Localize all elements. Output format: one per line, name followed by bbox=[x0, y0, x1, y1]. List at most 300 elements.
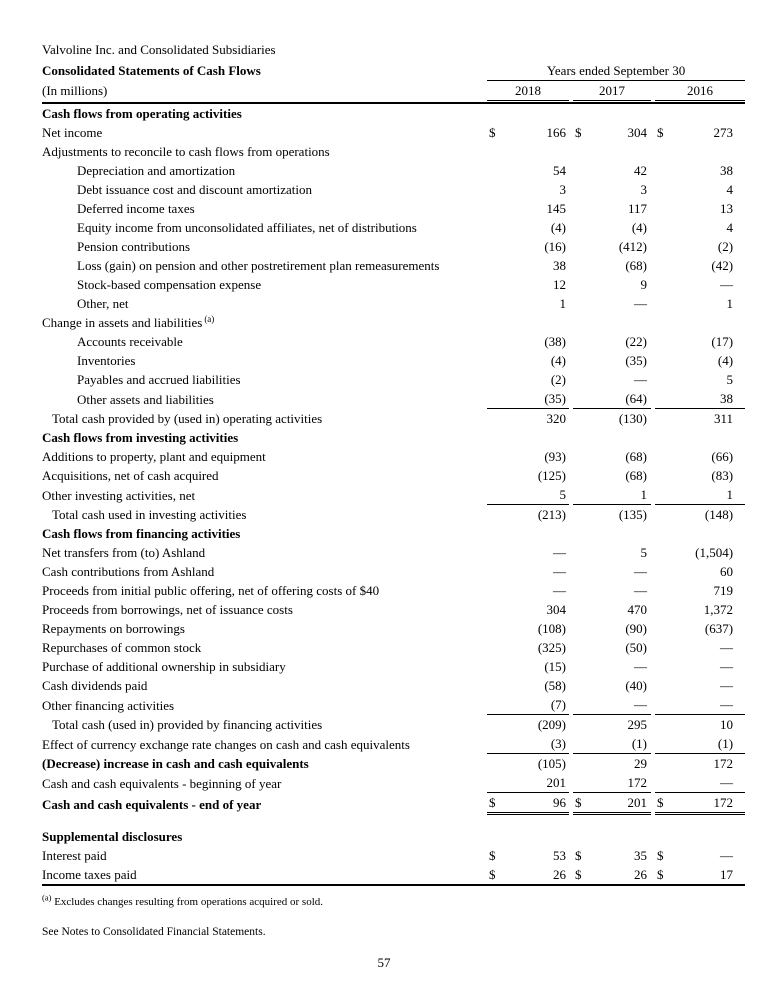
dollar-sign-2016 bbox=[655, 485, 671, 505]
row-label: Deferred income taxes bbox=[77, 201, 195, 216]
dollar-sign-2018 bbox=[487, 734, 503, 754]
value-2016: — bbox=[720, 277, 734, 292]
value-2017: (130) bbox=[618, 411, 647, 426]
dollar-sign-2018 bbox=[487, 313, 503, 332]
value-2017: (40) bbox=[625, 678, 647, 693]
value-2018: (15) bbox=[544, 659, 566, 674]
footnote-text: Excludes changes resulting from operations acquired or sold. bbox=[54, 895, 323, 908]
bottom-rule bbox=[42, 885, 745, 888]
value-2018: (58) bbox=[544, 678, 566, 693]
value-2018: 5 bbox=[503, 485, 569, 505]
page-number: 57 bbox=[377, 955, 391, 970]
dollar-sign-2016: $ bbox=[655, 793, 671, 814]
dollar-sign-2016 bbox=[655, 180, 671, 199]
period-header: Years ended September 30 bbox=[487, 60, 745, 80]
row-label: Total cash (used in) provided by financing activities bbox=[52, 717, 323, 732]
value-2017: 201 bbox=[589, 793, 651, 814]
dollar-sign-2018 bbox=[487, 543, 503, 562]
table-header-row bbox=[42, 60, 745, 80]
table-row bbox=[42, 638, 745, 657]
value-2017: (68) bbox=[625, 468, 647, 483]
value-2017: 9 bbox=[640, 277, 647, 292]
table-row bbox=[42, 846, 745, 865]
dollar-sign-2017 bbox=[573, 505, 589, 525]
dollar-sign-2017 bbox=[573, 600, 589, 619]
value-2017: — bbox=[634, 296, 647, 311]
dollar-sign-2017 bbox=[573, 543, 589, 562]
value-2017: 304 bbox=[627, 125, 647, 140]
dollar-sign-2017 bbox=[573, 294, 589, 313]
dollar-sign-2017 bbox=[573, 657, 589, 676]
dollar-sign-2017: $ bbox=[575, 125, 582, 140]
dollar-sign-2017 bbox=[573, 814, 589, 846]
value-2018: 145 bbox=[546, 201, 566, 216]
footnote bbox=[42, 891, 745, 910]
dollar-sign-2018: $ bbox=[489, 866, 496, 882]
dollar-sign-2016 bbox=[655, 161, 671, 180]
table-row bbox=[42, 657, 745, 676]
value-2016: 1,372 bbox=[703, 602, 734, 617]
dollar-sign-2016 bbox=[655, 294, 671, 313]
value-2018: (4) bbox=[550, 220, 566, 235]
value-2016: — bbox=[720, 678, 734, 693]
value-2016: 719 bbox=[713, 583, 734, 598]
table-row bbox=[42, 180, 745, 199]
table-row bbox=[42, 409, 745, 429]
value-2016 bbox=[671, 428, 745, 447]
row-label: Proceeds from borrowings, net of issuance costs bbox=[42, 602, 293, 617]
dollar-sign-2017 bbox=[573, 180, 589, 199]
value-2016 bbox=[671, 524, 745, 543]
value-2017: 42 bbox=[634, 163, 647, 178]
dollar-sign-2017 bbox=[573, 638, 589, 657]
value-2016: — bbox=[720, 640, 734, 655]
value-2018: (4) bbox=[550, 353, 566, 368]
footnote-ref: (a) bbox=[204, 313, 215, 324]
value-2016 bbox=[671, 142, 745, 161]
value-2017: (1) bbox=[589, 734, 651, 754]
value-2018: — bbox=[553, 583, 566, 598]
table-row bbox=[42, 734, 745, 754]
dollar-sign-2017 bbox=[573, 237, 589, 256]
table-row bbox=[42, 294, 745, 313]
dollar-sign-2016 bbox=[655, 389, 671, 409]
table-row bbox=[42, 600, 745, 619]
row-label: Proceeds from initial public offering, net of offering costs of $40 bbox=[42, 583, 380, 598]
table-row bbox=[42, 865, 745, 885]
value-2016: (17) bbox=[711, 334, 734, 349]
row-label: Payables and accrued liabilities bbox=[77, 372, 241, 387]
value-2018: 3 bbox=[559, 182, 566, 197]
value-2018: 304 bbox=[546, 602, 566, 617]
value-2016: 311 bbox=[714, 411, 734, 426]
value-2017: (22) bbox=[625, 334, 647, 349]
dollar-sign-2017 bbox=[573, 581, 589, 600]
dollar-sign-2018 bbox=[487, 485, 503, 505]
footnote-marker: (a) bbox=[42, 891, 52, 902]
value-2017: (135) bbox=[618, 507, 647, 522]
dollar-sign-2016 bbox=[655, 754, 671, 774]
value-2018 bbox=[503, 313, 569, 332]
dollar-sign-2018 bbox=[487, 814, 503, 846]
table-row bbox=[42, 256, 745, 275]
value-2018: 166 bbox=[546, 125, 566, 140]
dollar-sign-2018 bbox=[487, 409, 503, 429]
row-label: Inventories bbox=[77, 353, 136, 368]
value-2018: 201 bbox=[503, 773, 569, 793]
value-2018 bbox=[503, 142, 569, 161]
row-label: Equity income from unconsolidated affiliates, net of distributions bbox=[77, 220, 417, 235]
dollar-sign-2018 bbox=[487, 447, 503, 466]
dollar-sign-2016 bbox=[655, 370, 671, 389]
value-2018: (213) bbox=[537, 507, 566, 522]
dollar-sign-2018 bbox=[487, 466, 503, 485]
dollar-sign-2018 bbox=[487, 428, 503, 447]
table-row bbox=[42, 773, 745, 793]
row-label: Other investing activities, net bbox=[42, 487, 196, 503]
dollar-sign-2018 bbox=[487, 638, 503, 657]
dollar-sign-2016 bbox=[655, 351, 671, 370]
value-2017 bbox=[589, 142, 651, 161]
value-2017: (68) bbox=[625, 258, 647, 273]
value-2016: — bbox=[720, 847, 734, 863]
row-label: Loss (gain) on pension and other postretirement plan remeasurements bbox=[77, 258, 440, 273]
row-label: Accounts receivable bbox=[77, 334, 183, 349]
dollar-sign-2017 bbox=[573, 676, 589, 695]
value-2016: 172 bbox=[671, 793, 745, 814]
dollar-sign-2017 bbox=[573, 695, 589, 715]
value-2017: 35 bbox=[634, 847, 647, 863]
value-2018: — bbox=[553, 545, 566, 560]
dollar-sign-2017 bbox=[573, 161, 589, 180]
table-body bbox=[42, 103, 745, 885]
dollar-sign-2017 bbox=[573, 103, 589, 123]
table-row bbox=[42, 351, 745, 370]
dollar-sign-2016 bbox=[655, 676, 671, 695]
value-2018: (93) bbox=[544, 449, 566, 464]
dollar-sign-2016 bbox=[655, 581, 671, 600]
dollar-sign-2017 bbox=[573, 466, 589, 485]
value-2017: 3 bbox=[640, 182, 647, 197]
row-label: Effect of currency exchange rate changes on cash and cash equivalents bbox=[42, 736, 410, 752]
dollar-sign-2017 bbox=[573, 142, 589, 161]
dollar-sign-2017 bbox=[573, 199, 589, 218]
value-2016: 38 bbox=[720, 163, 734, 178]
value-2016: (1) bbox=[671, 734, 745, 754]
year-column-2016: 2016 bbox=[655, 80, 745, 100]
value-2016: (66) bbox=[711, 449, 734, 464]
dollar-sign-2016 bbox=[655, 237, 671, 256]
row-label: Net transfers from (to) Ashland bbox=[42, 545, 206, 560]
value-2017: 26 bbox=[634, 866, 647, 882]
value-2017 bbox=[589, 103, 651, 123]
value-2016: (4) bbox=[717, 353, 734, 368]
row-label: Repayments on borrowings bbox=[42, 621, 185, 636]
dollar-sign-2016 bbox=[655, 543, 671, 562]
table-row bbox=[42, 814, 745, 846]
statement-content bbox=[42, 40, 745, 940]
table-row bbox=[42, 313, 745, 332]
dollar-sign-2017 bbox=[573, 619, 589, 638]
dollar-sign-2018 bbox=[487, 237, 503, 256]
dollar-sign-2018 bbox=[487, 524, 503, 543]
table-row bbox=[42, 754, 745, 774]
dollar-sign-2018 bbox=[487, 370, 503, 389]
value-2017: 117 bbox=[627, 201, 647, 216]
dollar-sign-2018 bbox=[487, 754, 503, 774]
dollar-sign-2018 bbox=[487, 505, 503, 525]
value-2018: (35) bbox=[503, 389, 569, 409]
table-row bbox=[42, 218, 745, 237]
table-row bbox=[42, 543, 745, 562]
value-2016: 60 bbox=[720, 564, 734, 579]
dollar-sign-2018 bbox=[487, 275, 503, 294]
value-2016 bbox=[671, 103, 745, 123]
dollar-sign-2018 bbox=[487, 773, 503, 793]
row-label: Stock-based compensation expense bbox=[77, 277, 262, 292]
value-2017: 295 bbox=[627, 717, 647, 732]
dollar-sign-2018 bbox=[487, 256, 503, 275]
dollar-sign-2017 bbox=[573, 256, 589, 275]
row-label: Other financing activities bbox=[42, 697, 175, 713]
dollar-sign-2018 bbox=[487, 199, 503, 218]
dollar-sign-2016 bbox=[655, 657, 671, 676]
see-notes-line: See Notes to Consolidated Financial Statements. bbox=[42, 925, 266, 938]
row-label: Cash flows from operating activities bbox=[42, 106, 242, 121]
row-label: Debt issuance cost and discount amortization bbox=[77, 182, 313, 197]
value-2016: 4 bbox=[726, 182, 734, 197]
dollar-sign-2018 bbox=[487, 600, 503, 619]
value-2018: 38 bbox=[553, 258, 566, 273]
value-2016: (42) bbox=[711, 258, 734, 273]
value-2016: — bbox=[671, 695, 745, 715]
table-row bbox=[42, 466, 745, 485]
dollar-sign-2016 bbox=[655, 619, 671, 638]
row-label: Net income bbox=[42, 125, 103, 140]
dollar-sign-2017 bbox=[573, 715, 589, 735]
table-row bbox=[42, 275, 745, 294]
value-2017: — bbox=[634, 583, 647, 598]
value-2017: 172 bbox=[589, 773, 651, 793]
dollar-sign-2016: $ bbox=[657, 866, 664, 882]
dollar-sign-2018 bbox=[487, 142, 503, 161]
value-2016: 10 bbox=[720, 717, 734, 732]
row-label: Total cash provided by (used in) operating activities bbox=[52, 411, 323, 426]
table-row bbox=[42, 695, 745, 715]
table-row bbox=[42, 485, 745, 505]
row-label: Cash contributions from Ashland bbox=[42, 564, 215, 579]
value-2017: — bbox=[634, 564, 647, 579]
table-row bbox=[42, 715, 745, 735]
row-label: Cash flows from financing activities bbox=[42, 526, 241, 541]
dollar-sign-2018 bbox=[487, 715, 503, 735]
row-label: Other, net bbox=[77, 296, 129, 311]
dollar-sign-2016 bbox=[655, 142, 671, 161]
table-row bbox=[42, 370, 745, 389]
value-2016: (148) bbox=[704, 507, 734, 522]
value-2017 bbox=[589, 814, 651, 846]
dollar-sign-2016 bbox=[655, 695, 671, 715]
table-row bbox=[42, 161, 745, 180]
value-2018: 320 bbox=[546, 411, 566, 426]
dollar-sign-2018 bbox=[487, 218, 503, 237]
value-2018: (7) bbox=[503, 695, 569, 715]
dollar-sign-2016 bbox=[655, 256, 671, 275]
table-row bbox=[42, 562, 745, 581]
dollar-sign-2018 bbox=[487, 676, 503, 695]
value-2017: (4) bbox=[631, 220, 647, 235]
value-2018: 96 bbox=[503, 793, 569, 814]
value-2017 bbox=[589, 428, 651, 447]
row-label: Cash dividends paid bbox=[42, 678, 148, 693]
value-2018: (38) bbox=[544, 334, 566, 349]
dollar-sign-2016 bbox=[655, 447, 671, 466]
dollar-sign-2017 bbox=[573, 389, 589, 409]
value-2017: 470 bbox=[627, 602, 647, 617]
company-name: Valvoline Inc. and Consolidated Subsidiaries bbox=[42, 42, 276, 57]
table-row bbox=[42, 389, 745, 409]
row-label: Total cash used in investing activities bbox=[52, 507, 247, 522]
value-2016: 5 bbox=[726, 372, 734, 387]
dollar-sign-2017 bbox=[573, 218, 589, 237]
value-2016: 13 bbox=[720, 201, 734, 216]
table-row bbox=[42, 237, 745, 256]
dollar-sign-2017 bbox=[573, 485, 589, 505]
dollar-sign-2016 bbox=[655, 638, 671, 657]
dollar-sign-2016: $ bbox=[657, 847, 664, 863]
dollar-sign-2017 bbox=[573, 734, 589, 754]
value-2017: — bbox=[589, 695, 651, 715]
dollar-sign-2016 bbox=[655, 103, 671, 123]
year-column-2018: 2018 bbox=[487, 80, 569, 100]
value-2018: 54 bbox=[553, 163, 566, 178]
dollar-sign-2018 bbox=[487, 332, 503, 351]
dollar-sign-2016 bbox=[655, 524, 671, 543]
value-2018: (3) bbox=[503, 734, 569, 754]
value-2018 bbox=[503, 524, 569, 543]
value-2016: 1 bbox=[726, 296, 734, 311]
row-label: Additions to property, plant and equipment bbox=[42, 449, 266, 464]
row-label: Income taxes paid bbox=[42, 866, 137, 882]
dollar-sign-2016 bbox=[655, 409, 671, 429]
dollar-sign-2018 bbox=[487, 581, 503, 600]
year-header-row bbox=[42, 80, 745, 100]
dollar-sign-2017: $ bbox=[575, 866, 582, 882]
dollar-sign-2017: $ bbox=[573, 793, 589, 814]
table-row bbox=[42, 428, 745, 447]
value-2017: (50) bbox=[625, 640, 647, 655]
table-row bbox=[42, 676, 745, 695]
dollar-sign-2018: $ bbox=[489, 847, 496, 863]
value-2018: 26 bbox=[553, 866, 566, 882]
dollar-sign-2017 bbox=[573, 351, 589, 370]
value-2016: 17 bbox=[720, 866, 734, 882]
row-label: Acquisitions, net of cash acquired bbox=[42, 468, 219, 483]
dollar-sign-2017 bbox=[573, 428, 589, 447]
row-label: Supplemental disclosures bbox=[42, 828, 183, 844]
table-row bbox=[42, 619, 745, 638]
row-label: Cash flows from investing activities bbox=[42, 430, 239, 445]
dollar-sign-2017 bbox=[573, 754, 589, 774]
dollar-sign-2016 bbox=[655, 773, 671, 793]
row-label: Interest paid bbox=[42, 847, 107, 863]
dollar-sign-2016 bbox=[655, 199, 671, 218]
value-2018: (2) bbox=[550, 372, 566, 387]
value-2016: (1,504) bbox=[695, 545, 734, 560]
value-2018: (108) bbox=[537, 621, 566, 636]
dollar-sign-2018 bbox=[487, 695, 503, 715]
dollar-sign-2018 bbox=[487, 294, 503, 313]
dollar-sign-2017 bbox=[573, 524, 589, 543]
dollar-sign-2017 bbox=[573, 332, 589, 351]
dollar-sign-2016 bbox=[655, 734, 671, 754]
table-row bbox=[42, 524, 745, 543]
value-2017: — bbox=[634, 659, 647, 674]
value-2018: (105) bbox=[537, 756, 566, 771]
dollar-sign-2016 bbox=[655, 715, 671, 735]
dollar-sign-2017 bbox=[573, 313, 589, 332]
value-2017: 29 bbox=[634, 756, 647, 771]
value-2017: 1 bbox=[589, 485, 651, 505]
dollar-sign-2017 bbox=[573, 562, 589, 581]
value-2016: — bbox=[720, 659, 734, 674]
row-label: Repurchases of common stock bbox=[42, 640, 202, 655]
dollar-sign-2018 bbox=[487, 103, 503, 123]
value-2016 bbox=[671, 814, 745, 846]
row-label: Other assets and liabilities bbox=[77, 391, 214, 407]
value-2018: — bbox=[553, 564, 566, 579]
year-column-2017: 2017 bbox=[573, 80, 651, 100]
row-label: Depreciation and amortization bbox=[77, 163, 236, 178]
dollar-sign-2018 bbox=[487, 180, 503, 199]
table-row bbox=[42, 793, 745, 814]
value-2016: (637) bbox=[704, 621, 734, 636]
value-2016: 172 bbox=[713, 756, 734, 771]
dollar-sign-2017: $ bbox=[575, 847, 582, 863]
dollar-sign-2017 bbox=[573, 773, 589, 793]
dollar-sign-2017 bbox=[573, 275, 589, 294]
value-2018: 53 bbox=[553, 847, 566, 863]
row-label: Purchase of additional ownership in subsidiary bbox=[42, 659, 286, 674]
dollar-sign-2016 bbox=[655, 332, 671, 351]
row-label: Cash and cash equivalents - beginning of year bbox=[42, 775, 282, 791]
row-label: Pension contributions bbox=[77, 239, 191, 254]
value-2016: 273 bbox=[713, 125, 734, 140]
value-2016: 38 bbox=[671, 389, 745, 409]
units-label: (In millions) bbox=[42, 83, 108, 98]
value-2016: — bbox=[671, 773, 745, 793]
value-2018: (16) bbox=[544, 239, 566, 254]
row-label: Adjustments to reconcile to cash flows from operations bbox=[42, 144, 330, 159]
value-2017: (412) bbox=[618, 239, 647, 254]
value-2017 bbox=[589, 313, 651, 332]
row-label: (Decrease) increase in cash and cash equivalents bbox=[42, 756, 309, 771]
value-2016 bbox=[671, 313, 745, 332]
dollar-sign-2016 bbox=[655, 313, 671, 332]
value-2016: (2) bbox=[717, 239, 734, 254]
value-2018 bbox=[503, 103, 569, 123]
row-label: Change in assets and liabilities bbox=[42, 315, 203, 330]
value-2017: (68) bbox=[625, 449, 647, 464]
dollar-sign-2017 bbox=[573, 409, 589, 429]
value-2016: 1 bbox=[671, 485, 745, 505]
dollar-sign-2016 bbox=[655, 428, 671, 447]
table-row bbox=[42, 332, 745, 351]
dollar-sign-2016 bbox=[655, 466, 671, 485]
table-row bbox=[42, 447, 745, 466]
dollar-sign-2017 bbox=[573, 447, 589, 466]
dollar-sign-2018 bbox=[487, 351, 503, 370]
